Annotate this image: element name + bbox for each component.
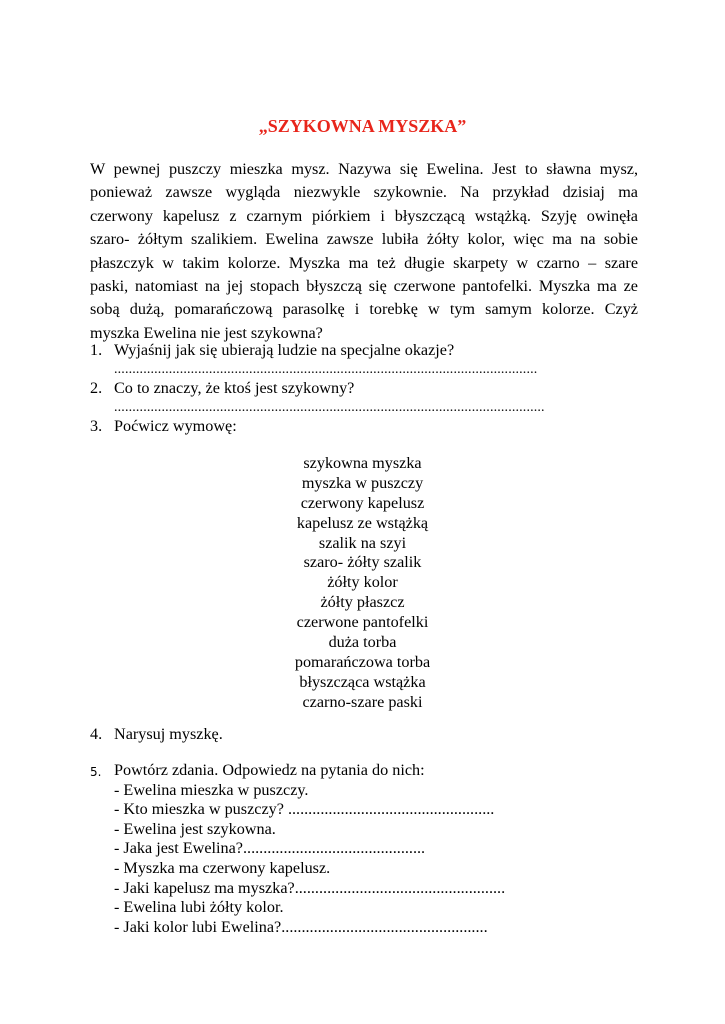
answer-line-2[interactable]: ...................................................................................................................... xyxy=(114,400,545,415)
story-line: czerwony kapelusz z czarnym piórkiem i błyszczącą wstążką. Szyję owinęła xyxy=(90,206,638,225)
pronunciation-item: czerwony kapelusz xyxy=(300,493,425,512)
sentence-line: - Ewelina jest szykowna. xyxy=(114,819,276,838)
answer-line-1[interactable]: .................................................................................................................... xyxy=(114,362,538,377)
question-line[interactable]: - Jaka jest Ewelina?............................................. xyxy=(114,839,426,858)
question-text: Powtórz zdania. Odpowiedz na pytania do nich: xyxy=(114,761,425,779)
pronunciation-item: szalik na szyi xyxy=(318,533,407,552)
pronunciation-item: błyszcząca wstążka xyxy=(299,672,426,691)
question-5-number: 5. xyxy=(90,765,102,779)
pronunciation-item: żółty płaszcz xyxy=(320,593,405,612)
question-line[interactable]: - Kto mieszka w puszczy? ................................................... xyxy=(114,800,495,819)
question-text: Narysuj myszkę. xyxy=(114,725,223,743)
story-line: płaszczyk w takim kolorze. Myszka ma też długie skarpety w czarno – szare xyxy=(90,253,638,272)
pronunciation-item: pomarańczowa torba xyxy=(294,652,431,671)
question-2 xyxy=(90,378,354,398)
question-text: Wyjaśnij jak się ubierają ludzie na specjalne okazje? xyxy=(114,341,455,359)
pronunciation-item: myszka w puszczy xyxy=(301,473,424,492)
sentence-line: - Ewelina lubi żółty kolor. xyxy=(114,898,284,917)
question-number: 4. xyxy=(90,725,103,743)
question-3 xyxy=(90,416,237,436)
pronunciation-item: duża torba xyxy=(328,633,397,652)
question-4 xyxy=(90,724,223,744)
pronunciation-item: żółty kolor xyxy=(327,573,398,592)
question-text: Co to znaczy, że ktoś jest szykowny? xyxy=(114,379,355,397)
sentence-line: - Myszka ma czerwony kapelusz. xyxy=(114,858,331,877)
question-number: 3. xyxy=(90,417,103,435)
page-title: „SZYKOWNA MYSZKA” xyxy=(258,116,467,136)
pronunciation-item: czerwone pantofelki xyxy=(296,613,429,632)
question-number: 2. xyxy=(90,379,103,397)
story-line: szaro- żółtym szalikiem. Ewelina zawsze lubiła żółty kolor, więc ma na sobie xyxy=(90,230,638,249)
story-line: myszka Ewelina nie jest szykowna? xyxy=(90,323,323,342)
question-text: Poćwicz wymowę: xyxy=(114,417,237,435)
pronunciation-item: czarno-szare paski xyxy=(302,692,423,711)
story-line: paski, natomiast na jej stopach błyszczą się czerwone pantofelki. Myszka ma ze xyxy=(90,277,638,296)
question-1 xyxy=(90,340,454,360)
sentence-line: - Ewelina mieszka w puszczy. xyxy=(114,780,309,799)
story-line: sobą dużą, pomarańczową parasolkę i torebkę w tym samym kolorze. Czyż xyxy=(90,300,638,319)
question-number: 1. xyxy=(90,341,103,359)
question-line[interactable]: - Jaki kolor lubi Ewelina?................................................... xyxy=(114,917,488,936)
question-5 xyxy=(114,761,505,937)
story-paragraph xyxy=(90,158,638,345)
pronunciation-item: szaro- żółty szalik xyxy=(303,553,422,572)
pronunciation-list xyxy=(0,454,725,713)
pronunciation-item: kapelusz ze wstążką xyxy=(296,513,429,532)
story-line: ponieważ zawsze wygląda niezwykle szykownie. Na przykład dzisiaj ma xyxy=(90,183,638,202)
pronunciation-item: szykowna myszka xyxy=(303,454,422,472)
question-line[interactable]: - Jaki kapelusz ma myszka?.................................................... xyxy=(114,878,506,897)
story-line: W pewnej puszczy mieszka mysz. Nazywa się Ewelina. Jest to sławna mysz, xyxy=(90,160,638,178)
